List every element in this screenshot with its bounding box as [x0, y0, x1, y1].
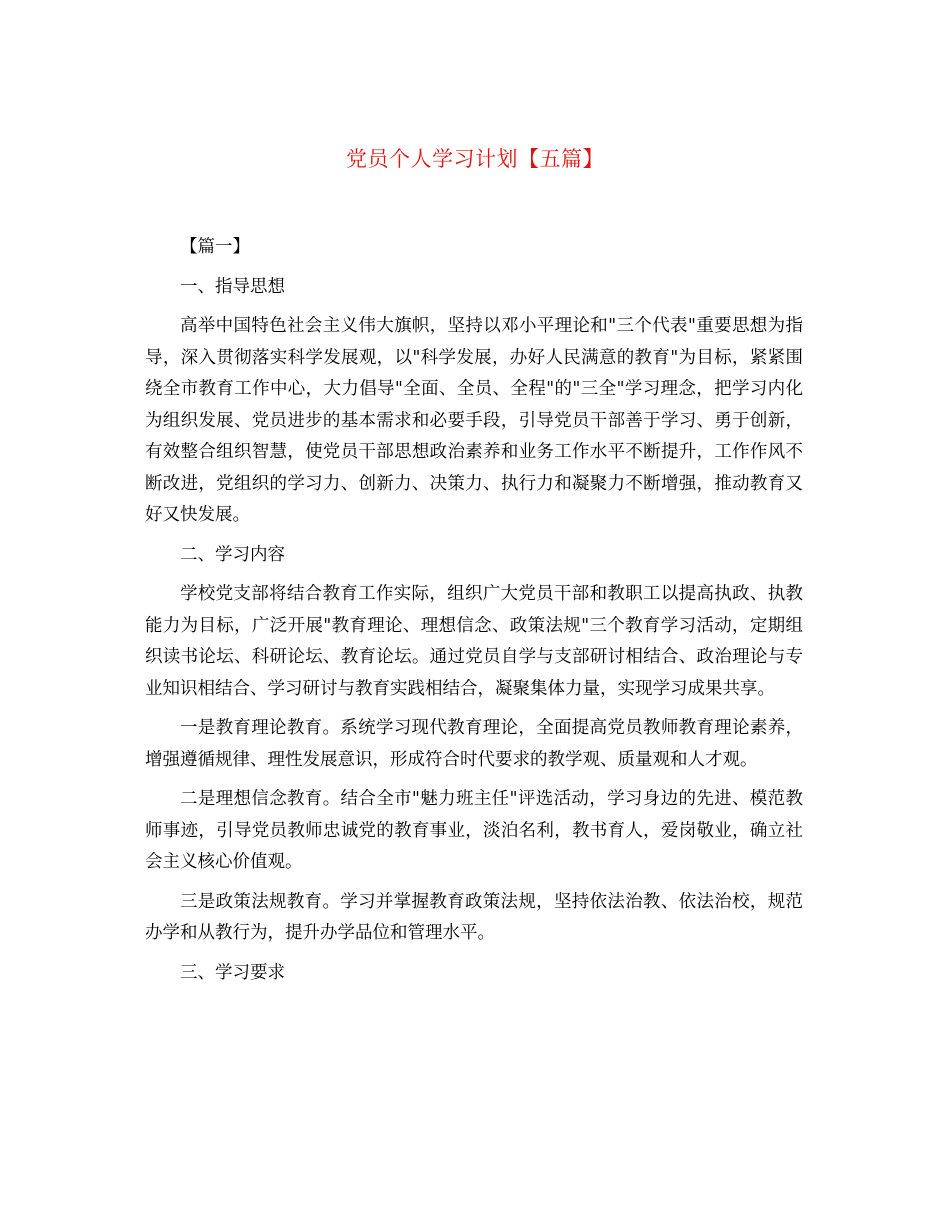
document-title: 党员个人学习计划【五篇】: [346, 147, 604, 171]
paragraph-theory-education: 一是教育理论教育。系统学习现代教育理论，全面提高党员教师教育理论素养，增强遵循规律、理性发展意识，形成符合时代要求的教学观、质量观和人才观。: [145, 718, 803, 770]
paragraph-ideals-education: 二是理想信念教育。结合全市"魅力班主任"评选活动，学习身边的先进、模范教师事迹，引导党员教师忠诚党的教育事业，淡泊名利，教书育人，爱岗敬业，确立社会主义核心价值观。: [145, 789, 803, 872]
paragraph-study-content: 学校党支部将结合教育工作实际，组织广大党员干部和教职工以提高执政、执教能力为目标，广泛开展"教育理论、理想信念、政策法规"三个教育学习活动，定期组织读书论坛、科研论坛、教育论坛。通过党员自学与支部研讨相结合、政治理论与专业知识相结合、学习研讨与教育实践相结合，凝聚集体力量，实现学习成果共享。: [145, 584, 803, 699]
heading-guiding-ideology: 一、指导思想: [180, 276, 285, 297]
paragraph-policy-education: 三是政策法规教育。学习并掌握教育政策法规，坚持依法治教、依法治校，规范办学和从教行为，提升办学品位和管理水平。: [145, 891, 803, 943]
heading-study-requirements: 三、学习要求: [180, 962, 285, 983]
paragraph-guiding-ideology: 高举中国特色社会主义伟大旗帜，坚持以邓小平理论和"三个代表"重要思想为指导，深入贯彻落实科学发展观，以"科学发展，办好人民满意的教育"为目标，紧紧围绕全市教育工作中心，大力倡导"全面、全员、全程"的"三全"学习理念，把学习内化为组织发展、党员进步的基本需求和必要手段，引导党员干部善于学习、勇于创新，有效整合组织智慧，使党员干部思想政治素养和业务工作水平不断提升，工作作风不断改进，党组织的学习力、创新力、决策力、执行力和凝聚力不断增强，推动教育又好又快发展。: [145, 316, 803, 525]
section-label: 【篇一】: [180, 237, 250, 257]
heading-study-content: 二、学习内容: [180, 544, 285, 565]
document-body: [145, 232, 803, 989]
